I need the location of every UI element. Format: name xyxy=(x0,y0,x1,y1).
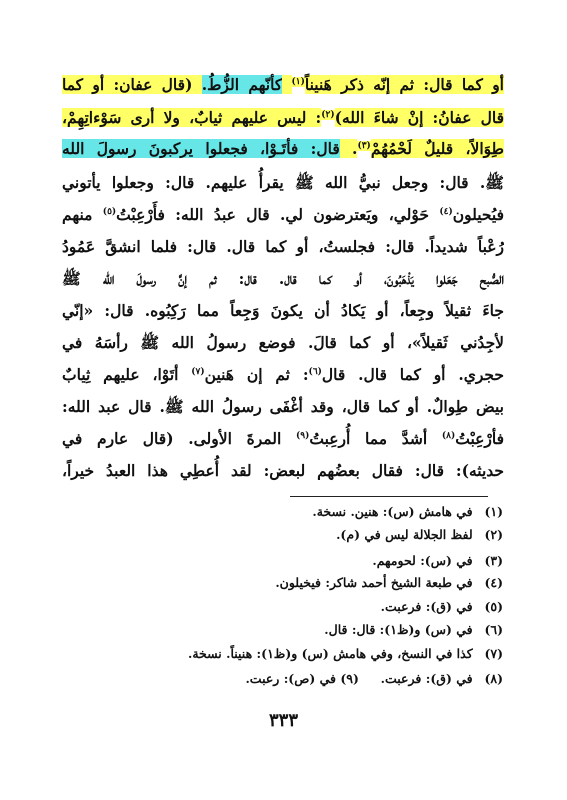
text-line xyxy=(62,294,504,327)
footnote-marker: (١) xyxy=(291,76,305,87)
footnote xyxy=(312,502,503,522)
footnote-text: في (ق): فرعبت. (٩) في (ص): رعبت. xyxy=(245,671,473,686)
text-segment: أو كما قال: ثم إنّه ذكر هَنيناً xyxy=(304,75,504,94)
footnote xyxy=(188,644,503,664)
text-segment: : ليس عليهم ثيابٌ، ولا أرى سَوْءاتِهِمْ، xyxy=(62,108,322,127)
text-line xyxy=(62,358,504,391)
text-segment: جاءَ ثقيلاً وجِعاً، أو يَكادُ أن يكونَ وَجِعاً مما رَكِبُوه. قال: «إنّي xyxy=(62,301,504,320)
text-segment: كأنّهم الزُّطُ. xyxy=(201,75,283,94)
text-segment: حَوْلي، ويَعترضون لي. قال عبدُ الله: فأَرْعِبْتُ xyxy=(116,205,440,224)
text-line xyxy=(62,326,504,359)
footnote-number: (١) xyxy=(484,504,503,519)
page-number: ٣٣٣ xyxy=(268,710,298,731)
footnote xyxy=(275,573,503,593)
footnote-text: كذا في النسخ، وفي هامش (س) و(ظ١): هنيناً. نسخة. xyxy=(188,646,473,661)
footnote-number: (٦) xyxy=(484,622,503,637)
text-segment: ﷺ. قال: وجعل نبيُّ الله ﷺ يقرأُ عليهم. قال: وجعلوا يأتوني xyxy=(62,173,504,192)
text-segment: أتَوْا، عليهم ثِيابٌ xyxy=(62,365,192,384)
footnote xyxy=(324,620,503,640)
text-segment: منهم xyxy=(62,205,103,224)
footnote-text: في (س): لحومهم. xyxy=(372,553,473,568)
footnote-number: (٤) xyxy=(484,575,503,590)
footnote xyxy=(372,551,503,571)
text-segment: لأجِدُني ثَقيلاً»، أو كما قالَ. فوضع رسولُ الله ﷺ رأسَهُ في xyxy=(62,333,504,352)
footnote-text: في (ق): فرعبت. xyxy=(380,599,473,614)
text-segment: أشدَّ مما أُرعِبتُ xyxy=(309,429,442,448)
text-line xyxy=(62,230,504,263)
footnote-text: في طبعة الشيخ أحمد شاكر: فيخيلون. xyxy=(275,575,473,590)
text-segment: قال: فأتَـوْا، فجعلوا يركبونَ رسولَ الله xyxy=(62,139,340,158)
text-segment: : ثم إن هَنين xyxy=(204,365,309,384)
footnote-marker: (٧) xyxy=(191,366,205,377)
text-segment: فأرْعِبْتُ xyxy=(455,429,504,448)
footnote-separator xyxy=(290,496,488,497)
footnote xyxy=(245,669,503,689)
text-line xyxy=(62,132,504,165)
footnote-text: في هامش (س): هنين. نسخة. xyxy=(312,504,473,519)
text-line xyxy=(62,422,504,455)
footnote-number: (٣) xyxy=(484,553,503,568)
text-line xyxy=(62,198,504,231)
footnote-number: (٥) xyxy=(484,599,503,614)
text-line xyxy=(62,262,504,295)
text-segment: رُعْباً شديداً. قال: فجلستُ، أو كما قال. قال: فلما انشقَّ عَمُودُ xyxy=(62,237,504,256)
text-line xyxy=(62,68,504,101)
footnote-marker: (٢) xyxy=(321,109,335,120)
text-segment: الصُّبح جَعَلوا يَذْهَبُونَ، أو كما قال. قال: ثم إنَّ رسولَ الله ﷺ xyxy=(62,269,504,288)
text-segment: حديثه): قال: فقال بعضُهم لبعض: لقد أُعطِي هذا العبدُ خيراً، xyxy=(62,461,504,480)
footnote xyxy=(381,597,503,617)
text-segment: فيُحيلون xyxy=(452,205,504,224)
footnote-text: في (س) و(ظ١): قال: قال. xyxy=(324,622,473,637)
text-segment: قال عفانُ: إنْ شاءَ الله) xyxy=(334,108,504,127)
text-segment: طِوَالاً، قليلٌ لَحْمُهُمْ xyxy=(370,139,504,158)
text-line xyxy=(62,101,504,134)
text-segment: المرةَ الأولى. (قال عارم في xyxy=(62,429,296,448)
footnote xyxy=(336,525,503,545)
text-segment xyxy=(282,75,291,94)
footnote-number: (٧) xyxy=(484,646,503,661)
footnote-marker: (٦) xyxy=(308,366,322,377)
footnote-text: لفظ الجلالة ليس في (م). xyxy=(336,527,473,542)
footnote-number: (٨) xyxy=(484,671,503,686)
footnote-marker: (٣) xyxy=(357,140,371,151)
text-segment: (قال عفان: أو كما xyxy=(62,75,202,94)
footnote-marker: (٥) xyxy=(102,206,117,217)
text-line xyxy=(62,390,504,423)
footnote-number: (٢) xyxy=(484,527,503,542)
footnote-marker: (٨) xyxy=(441,430,456,441)
text-segment: . xyxy=(339,139,358,158)
footnote-marker: (٤) xyxy=(439,206,453,217)
text-segment: حجري. أو كما قال. قال xyxy=(321,365,504,384)
text-line xyxy=(62,166,504,199)
text-segment: بيض طِوالٌ. أو كما قال، وقد أغْفَى رسولُ الله ﷺ. قال عبد الله: xyxy=(62,397,504,416)
footnote-marker: (٩) xyxy=(296,430,310,441)
text-line xyxy=(62,454,504,487)
